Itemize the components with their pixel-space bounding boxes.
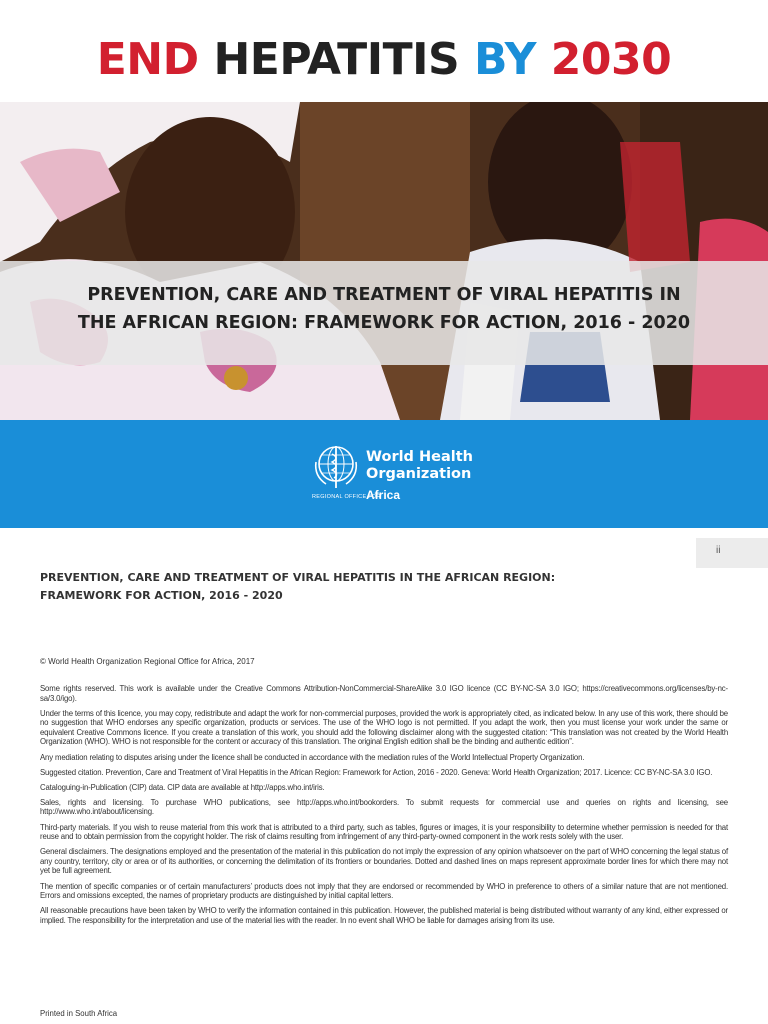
who-emblem-icon [312, 442, 360, 490]
cover-subtitle [0, 281, 768, 337]
title-word-hepatitis: HEPATITIS [213, 34, 460, 85]
who-region-label: REGIONAL OFFICE FOR [312, 494, 381, 500]
printed-in: Printed in South Africa [40, 1009, 118, 1018]
who-name-line-2: Organization [366, 466, 472, 482]
paragraph-sales: Sales, rights and licensing. To purchase WHO publications, see http://apps.who.int/bookorders. To submit requests for commercial use and queries on rights and licensing, see http://www.who.int/about/licensing. [40, 797, 728, 817]
paragraph-third-party: Third-party materials. If you wish to reuse material from this work that is attributed to a third party, such as tables, figures or images, it is your responsibility to determine whether permission is needed for that reuse and to obtain permission from the copyright holder. The risk of claims resulting from infringement of any third-party-owned component in the work rests solely with the user. [40, 822, 728, 842]
copyright-line: © World Health Organization Regional Office for Africa, 2017 [40, 657, 255, 666]
title-word-end: END [96, 34, 199, 85]
cover-title [0, 30, 768, 100]
paragraph-mention: The mention of specific companies or of certain manufacturers’ products does not imply that they are endorsed or recommended by WHO in preference to others of a similar nature that are not mentioned. Errors and omissions excepted, the names of proprietary products are distinguished by initial capital letters. [40, 881, 728, 901]
legal-text [40, 684, 728, 931]
who-logo-name [366, 449, 473, 483]
paragraph-precautions: All reasonable precautions have been taken by WHO to verify the information contained in this publication. However, the published material is being distributed without warranty of any kind, either expressed or implied. The responsibility for the interpretation and use of the material lies with the reader. In no event shall WHO be liable for damages arising from its use. [40, 906, 728, 925]
cover-subtitle-line-1: PREVENTION, CARE AND TREATMENT OF VIRAL HEPATITIS IN [87, 285, 681, 305]
cover-subtitle-line-2: THE AFRICAN REGION: FRAMEWORK FOR ACTION, 2016 - 2020 [77, 313, 691, 333]
who-region-name: Africa [366, 488, 401, 502]
page-number: ii [716, 545, 721, 556]
page-number-tab [696, 538, 768, 568]
page-title [40, 569, 720, 605]
title-word-2030: 2030 [550, 34, 672, 85]
paragraph-rights: Some rights reserved. This work is available under the Creative Commons Attribution-NonCommercial-ShareAlike 3.0 IGO licence (CC BY-NC-SA 3.0 IGO; https://creativecommons.org/licenses/by-nc-sa/3.0/igo). [40, 684, 728, 703]
paragraph-cip: Cataloguing-in-Publication (CIP) data. CIP data are available at http://apps.who.int/iris. [40, 782, 325, 792]
paragraph-citation: Suggested citation. Prevention, Care and Treatment of Viral Hepatitis in the African Region: Framework for Action, 2016 - 2020. Geneva: World Health Organization; 2017. Licence: CC BY-NC-SA 3.0 IGO. [40, 767, 713, 777]
title-word-by: BY [473, 34, 536, 85]
who-name-line-1: World Health [366, 449, 473, 465]
paragraph-mediation: Any mediation relating to disputes arising under the licence shall be conducted in accordance with the mediation rules of the World Intellectual Property Organization. [40, 752, 585, 762]
paragraph-general-disclaimers: General disclaimers. The designations employed and the presentation of the material in this publication do not imply the expression of any opinion whatsoever on the part of WHO concerning the legal status of any country, territory, city or area or of its authorities, or concerning the delimitation of its frontiers or boundaries. Dotted and dashed lines on maps represent approximate border lines for which there may not yet be full agreement. [40, 847, 728, 876]
page-title-line-1: PREVENTION, CARE AND TREATMENT OF VIRAL HEPATITIS IN THE AFRICAN REGION: [40, 571, 556, 584]
paragraph-licence-terms: Under the terms of this licence, you may copy, redistribute and adapt the work for non-commercial purposes, provided the work is appropriately cited, as indicated below. In any use of this work, there should be no suggestion that WHO endorses any specific organization, products or services. The use of the WHO logo is not permitted. If you adapt the work, then you must license your work under the same or equivalent Creative Commons licence. If you create a translation of this work, you should add the following disclaimer along with the suggested citation: “This translation was not created by the World Health Organization (WHO). WHO is not responsible for the content or accuracy of this translation. The original English edition shall be the binding and authentic edition”. [40, 708, 728, 747]
page-title-line-2: FRAMEWORK FOR ACTION, 2016 - 2020 [40, 589, 283, 602]
